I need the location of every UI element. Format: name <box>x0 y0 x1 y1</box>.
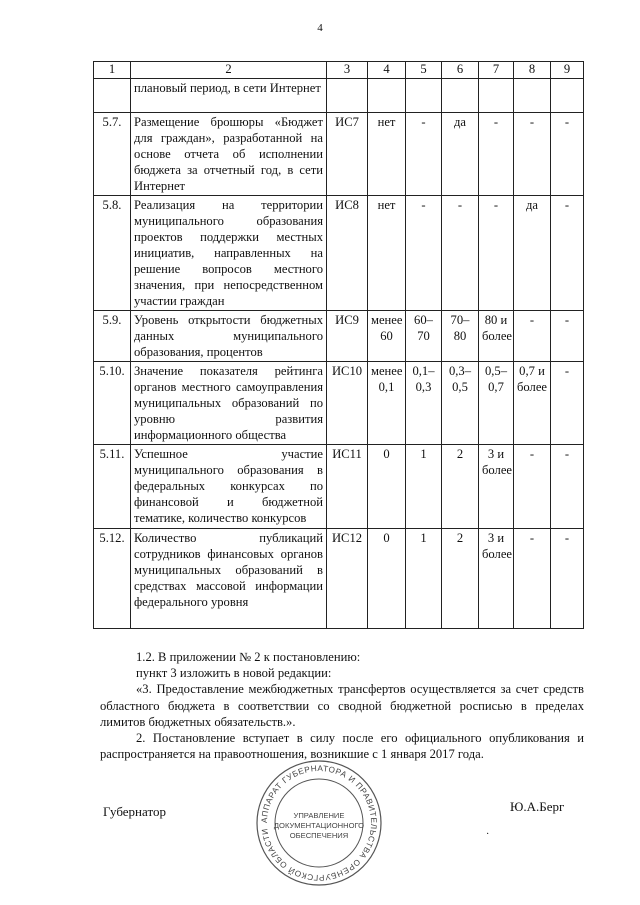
paragraph: пункт 3 изложить в новой редакции: <box>136 666 332 681</box>
row-value: - <box>479 113 514 196</box>
row-description: плановый период, в сети Интернет <box>131 79 327 113</box>
row-value: - <box>551 529 584 629</box>
row-value <box>406 79 442 113</box>
row-description: Уровень открытости бюджетных данных муниципального образования, процентов <box>131 311 327 362</box>
table-row <box>94 79 584 113</box>
row-number: 5.10. <box>94 362 131 445</box>
row-description: Размещение брошюры «Бюджет для граждан», разработанной на основе отчета об исполнении бюджета за отчетный год, в сети Интернет <box>131 113 327 196</box>
row-description: Количество публикаций сотрудников финансовых органов муниципальных образований в средствах массовой информации федерального уровня <box>131 529 327 629</box>
row-value: 2 <box>442 445 479 529</box>
stamp-line: УПРАВЛЕНИЕ <box>293 811 345 820</box>
row-value: нет <box>368 196 406 311</box>
row-number <box>94 79 131 113</box>
row-value: 1 <box>406 445 442 529</box>
row-value: - <box>551 196 584 311</box>
table-header-row <box>94 62 584 79</box>
row-number: 5.11. <box>94 445 131 529</box>
row-value: 60–70 <box>406 311 442 362</box>
header-cell: 4 <box>368 62 406 79</box>
row-value: - <box>551 113 584 196</box>
official-stamp <box>254 758 384 888</box>
row-value: - <box>406 113 442 196</box>
row-value <box>479 79 514 113</box>
header-cell: 3 <box>327 62 368 79</box>
stamp-line: ОБЕСПЕЧЕНИЯ <box>289 831 349 840</box>
row-value: - <box>514 529 551 629</box>
paragraph: «3. Предоставление межбюджетных трансфертов осуществляется за счет средств областного бюджета в соответствии со сводной бюджетной росписью в пределах лимитов бюджетных обязательств.». <box>100 682 584 729</box>
row-value: 0,3–0,5 <box>442 362 479 445</box>
row-description: Успешное участие муниципального образования в федеральных конкурсах по финансовой и бюджетной тематике, количество конкурсов <box>131 445 327 529</box>
row-number: 5.12. <box>94 529 131 629</box>
row-value: - <box>514 311 551 362</box>
row-value: - <box>551 362 584 445</box>
header-cell: 6 <box>442 62 479 79</box>
scan-speck: · <box>486 829 490 840</box>
stamp-line: ДОКУМЕНТАЦИОННОГО <box>273 821 365 830</box>
row-value: 1 <box>406 529 442 629</box>
row-number: 5.7. <box>94 113 131 196</box>
row-code: ИС8 <box>327 196 368 311</box>
table-row <box>94 196 584 311</box>
row-code: ИС10 <box>327 362 368 445</box>
row-value: - <box>514 113 551 196</box>
row-value: - <box>442 196 479 311</box>
row-code: ИС11 <box>327 445 368 529</box>
header-cell: 7 <box>479 62 514 79</box>
row-value: - <box>479 196 514 311</box>
row-value <box>442 79 479 113</box>
row-value: 80 и более <box>479 311 514 362</box>
row-value: 2 <box>442 529 479 629</box>
resolution-text <box>100 649 584 762</box>
header-cell: 5 <box>406 62 442 79</box>
row-value: 3 и более <box>479 529 514 629</box>
signatory-name: Ю.А.Берг <box>510 799 565 814</box>
row-code <box>327 79 368 113</box>
row-code: ИС12 <box>327 529 368 629</box>
table-row <box>94 529 584 629</box>
row-value: 70–80 <box>442 311 479 362</box>
row-number: 5.9. <box>94 311 131 362</box>
row-value: - <box>514 445 551 529</box>
table-row <box>94 113 584 196</box>
row-value: 0,7 и более <box>514 362 551 445</box>
row-value: 0,5–0,7 <box>479 362 514 445</box>
row-value: 0 <box>368 529 406 629</box>
stamp-ring-text: АППАРАТ ГУБЕРНАТОРА И ПРАВИТЕЛЬСТВА ОРЕНБУРГСКОЙ ОБЛАСТИ <box>259 763 379 883</box>
header-cell: 9 <box>551 62 584 79</box>
row-value: - <box>551 445 584 529</box>
row-value: 0,1–0,3 <box>406 362 442 445</box>
signatory-position: Губернатор <box>103 804 166 819</box>
paragraph: 1.2. В приложении № 2 к постановлению: <box>136 650 361 664</box>
row-number: 5.8. <box>94 196 131 311</box>
row-value: 0 <box>368 445 406 529</box>
row-value: 3 и более <box>479 445 514 529</box>
row-value <box>514 79 551 113</box>
row-value <box>368 79 406 113</box>
row-value: - <box>406 196 442 311</box>
paragraph: 2. Постановление вступает в силу после его официального опубликования и распространяется на правоотношения, возникшие с 1 января 2017 года. <box>100 731 584 762</box>
row-description: Значение показателя рейтинга органов местного самоуправления муниципальных образований по уровню развития информационного общества <box>131 362 327 445</box>
row-code: ИС7 <box>327 113 368 196</box>
row-value: - <box>551 311 584 362</box>
row-description: Реализация на территории муниципального образования проектов поддержки местных инициатив, направленных на решение вопросов местного значения, при непосредственном участии граждан <box>131 196 327 311</box>
table-row <box>94 362 584 445</box>
row-value: нет <box>368 113 406 196</box>
table-row <box>94 311 584 362</box>
row-value: да <box>442 113 479 196</box>
row-value: менее 0,1 <box>368 362 406 445</box>
row-value <box>551 79 584 113</box>
header-cell: 1 <box>94 62 131 79</box>
row-code: ИС9 <box>327 311 368 362</box>
indicators-table <box>93 61 584 629</box>
row-value: да <box>514 196 551 311</box>
header-cell: 8 <box>514 62 551 79</box>
header-cell: 2 <box>131 62 327 79</box>
page-number: 4 <box>317 22 323 34</box>
row-value: менее 60 <box>368 311 406 362</box>
table-row <box>94 445 584 529</box>
